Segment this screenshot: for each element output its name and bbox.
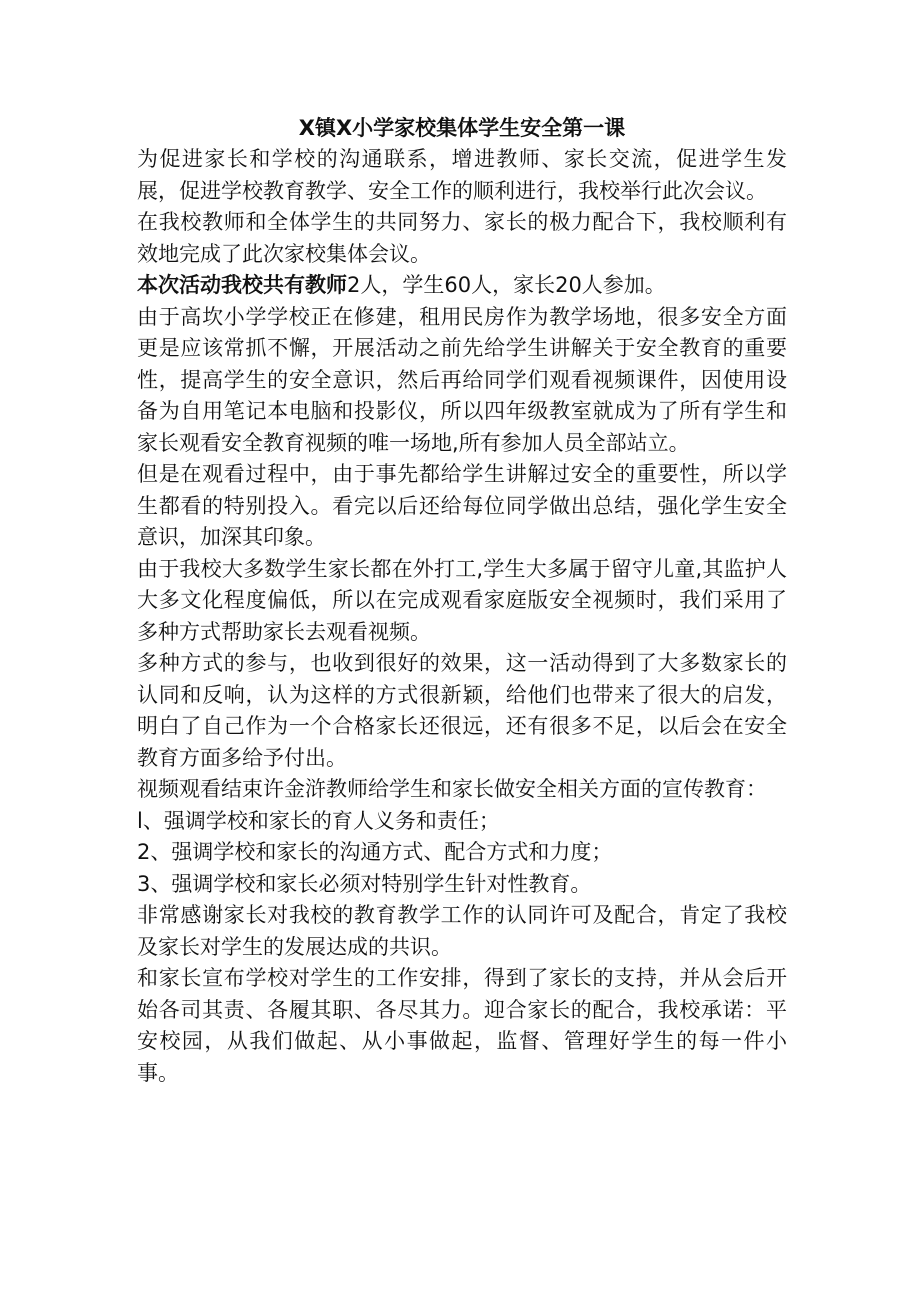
- paragraph-thanks: 非常感谢家长对我校的教育教学工作的认同许可及配合，肯定了我校及家长对学生的发展达成的共识。: [137, 903, 787, 959]
- paragraph-participants: [137, 270, 787, 302]
- paragraph-purpose: 为促进家长和学校的沟通联系，增进教师、家长交流，促进学生发展，促进学校教育教学、安全工作的顺利进行，我校举行此次会议。: [137, 147, 787, 203]
- paragraph-venue: 由于高坎小学学校正在修建，租用民房作为教学场地，很多安全方面更是应该常抓不懈，开展活动之前先给学生讲解关于安全教育的重要性，提高学生的安全意识，然后再给同学们观看视频课件，因使用设备为自用笔记本电脑和投影仪，所以四年级教室就成为了所有学生和家长观看安全教育视频的唯一场地,所有参加人员全部站立。: [137, 304, 787, 455]
- list-item: 3、强调学校和家长必须对特别学生针对性教育。: [137, 871, 592, 896]
- list-item: 2、强调学校和家长的沟通方式、配合方式和力度；: [137, 840, 613, 864]
- paragraph-parents: 由于我校大多数学生家长都在外打工,学生大多属于留守儿童,其监护人大多文化程度偏低，所以在完成观看家庭版安全视频时，我们采用了多种方式帮助家长去观看视频。: [137, 556, 787, 644]
- paragraph-commitment: 和家长宣布学校对学生的工作安排，得到了家长的支持，并从会后开始各司其责、各履其职、各尽其力。迎合家长的配合，我校承诺：平安校园，从我们做起、从小事做起，监督、管理好学生的每一件小事。: [137, 966, 787, 1085]
- participants-counts: 2人，学生60人，家长20人参加。: [347, 273, 666, 297]
- paragraph-viewing: 但是在观看过程中，由于事先都给学生讲解过安全的重要性，所以学生都看的特别投入。看完以后还给每位同学做出总结，强化学生安全意识，加深其印象。: [137, 462, 787, 549]
- participants-lead: 本次活动我校共有教师: [137, 273, 347, 297]
- list-item: l、强调学校和家长的育人义务和责任；: [137, 808, 500, 833]
- paragraph-cooperation: 在我校教师和全体学生的共同努力、家长的极力配合下，我校顺利有效地完成了此次家校集体会议。: [137, 210, 787, 266]
- document-body: [137, 112, 787, 1089]
- paragraph-education-intro: 视频观看结束许金浒教师给学生和家长做安全相关方面的宣传教育：: [137, 777, 767, 801]
- document-title: X镇X小学家校集体学生安全第一课: [298, 116, 626, 140]
- paragraph-feedback: 多种方式的参与，也收到很好的效果，这一活动得到了大多数家长的认同和反响，认为这样的方式很新颖，给他们也带来了很大的启发，明白了自己作为一个合格家长还很远，还有很多不足，以后会在安全教育方面多给予付出。: [137, 651, 787, 770]
